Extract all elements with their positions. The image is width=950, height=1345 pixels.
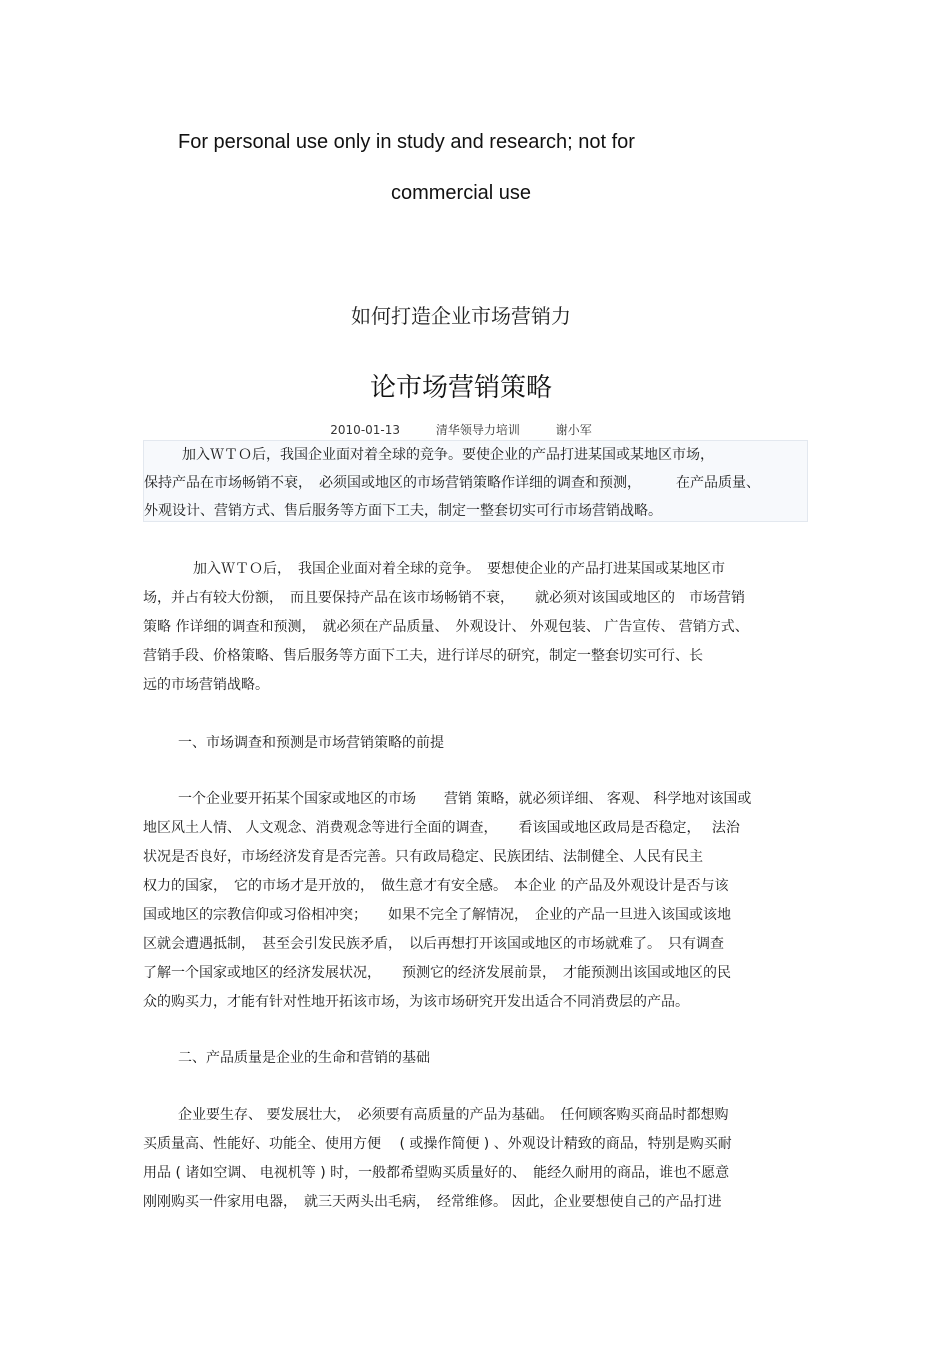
copyright-notice-line1: For personal use only in study and research; not for (178, 131, 635, 153)
section2-paragraph (143, 1101, 808, 1217)
section-heading-text: 二、产品质量是企业的生命和营销的基础 (178, 1050, 430, 1066)
paragraph-line: 买质量高、性能好、功能全、使用方便 ( 或操作简便 ) 、外观设计精致的商品，特别是购买耐 (143, 1136, 732, 1152)
summary-box (143, 440, 808, 522)
source-name: 清华领导力培训 (435, 423, 520, 437)
paragraph-line: 状况是否良好，市场经济发育是否完善。只有政局稳定、民族团结、法制健全、人民有民主 (143, 849, 703, 865)
section-heading-text: 一、市场调查和预测是市场营销策略的前提 (178, 735, 444, 751)
paragraph-line: 一个企业要开拓某个国家或地区的市场 营销 策略，就必须详细、 客观、 科学地对该国或 (178, 791, 752, 807)
document-title: 论市场营销策略 (369, 373, 552, 403)
paragraph-line: 用品 ( 诸如空调、 电视机等 ) 时，一般都希望购买质量好的、 能经久耐用的商品，谁也不愿意 (143, 1165, 730, 1181)
section-heading-2 (143, 1044, 808, 1073)
copyright-notice-line2: commercial use (390, 182, 532, 204)
paragraph-line: 众的购买力，才能有针对性地开拓该市场，为该市场研究开发出适合不同消费层的产品。 (143, 994, 689, 1010)
paragraph-line: 刚刚购买一件家用电器， 就三天两头出毛病， 经常维修。 因此，企业要想使自己的产品打进 (143, 1194, 722, 1210)
section-heading-1 (143, 729, 808, 758)
paragraph-line: 策略 作详细的调查和预测， 就必须在产品质量、 外观设计、 外观包装、 广告宣传、 营销方式、 (143, 619, 749, 635)
document-subtitle: 如何打造企业市场营销力 (351, 304, 571, 328)
paragraph-line: 了解一个国家或地区的经济发展状况， 预测它的经济发展前景， 才能预测出该国或地区的民 (143, 965, 731, 981)
summary-line: 外观设计、营销方式、售后服务等方面下工夫，制定一整套切实可行市场营销战略。 (144, 503, 662, 519)
summary-line: 保持产品在市场畅销不衰， 必须国或地区的市场营销策略作详细的调查和预测， 在产品质量、 (144, 475, 760, 491)
paragraph-line: 加入ＷＴＯ后， 我国企业面对着全球的竞争。 要想使企业的产品打进某国或某地区市 (193, 561, 725, 577)
summary-line: 加入ＷＴＯ后，我国企业面对着全球的竞争。要使企业的产品打进某国或某地区市场， (182, 447, 714, 463)
paragraph-line: 地区风土人情、 人文观念、消费观念等进行全面的调查， 看该国或地区政局是否稳定， 法治 (143, 820, 740, 836)
paragraph-line: 区就会遭遇抵制， 甚至会引发民族矛盾， 以后再想打开该国或地区的市场就难了。 只有调查 (143, 936, 724, 952)
section1-paragraph (143, 785, 808, 1017)
publish-date: 2010-01-13 (330, 423, 401, 437)
paragraph-line: 远的市场营销战略。 (143, 677, 269, 693)
paragraph-line: 场，并占有较大份额， 而且要保持产品在该市场畅销不衰， 就必须对该国或地区的 市场营销 (143, 590, 745, 606)
paragraph-line: 企业要生存、 要发展壮大， 必须要有高质量的产品为基础。 任何顾客购买商品时都想购 (178, 1107, 729, 1123)
paragraph-line: 营销手段、价格策略、售后服务等方面下工夫，进行详尽的研究，制定一整套切实可行、长 (143, 648, 703, 664)
article-meta (0, 421, 922, 438)
paragraph-line: 国或地区的宗教信仰或习俗相冲突； 如果不完全了解情况， 企业的产品一旦进入该国或该地 (143, 907, 731, 923)
intro-paragraph (143, 555, 808, 700)
author-name: 谢小军 (555, 423, 592, 437)
paragraph-line: 权力的国家， 它的市场才是开放的， 做生意才有安全感。 本企业 的产品及外观设计是否与该 (143, 878, 729, 894)
